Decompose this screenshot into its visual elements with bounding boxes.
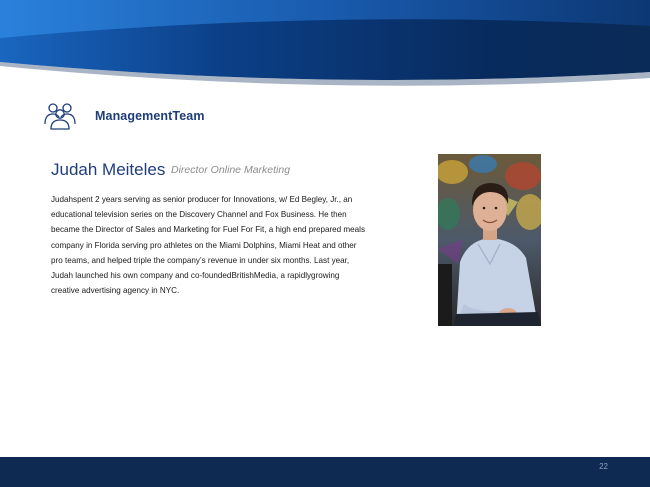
person-role: Director Online Marketing (171, 164, 291, 176)
footer-band (0, 457, 650, 487)
person-bio: Judahspent 2 years serving as senior producer for Innovations, w/ Ed Begley, Jr., an educational television series on the Discovery Channel and Fox Business. He then became the Director of Sales and Marketing for Fuel For Fit, a high end prepared meals company in Florida serving pro athletes on the Miami Dolphins, Miami Heat and other pro teams, and helped triple the company’s revenue in under six months. Last year, Judah launched his own company and co-foundedBritishMedia, a rapidlygrowing creative advertising agency in NYC. (51, 195, 366, 296)
header-band (0, 0, 650, 90)
section-title: ManagementTeam (95, 109, 205, 123)
person-name: Judah Meiteles (51, 160, 166, 179)
page-number: 22 (599, 462, 608, 471)
portrait-photo (438, 154, 541, 326)
people-group-icon (41, 100, 79, 130)
